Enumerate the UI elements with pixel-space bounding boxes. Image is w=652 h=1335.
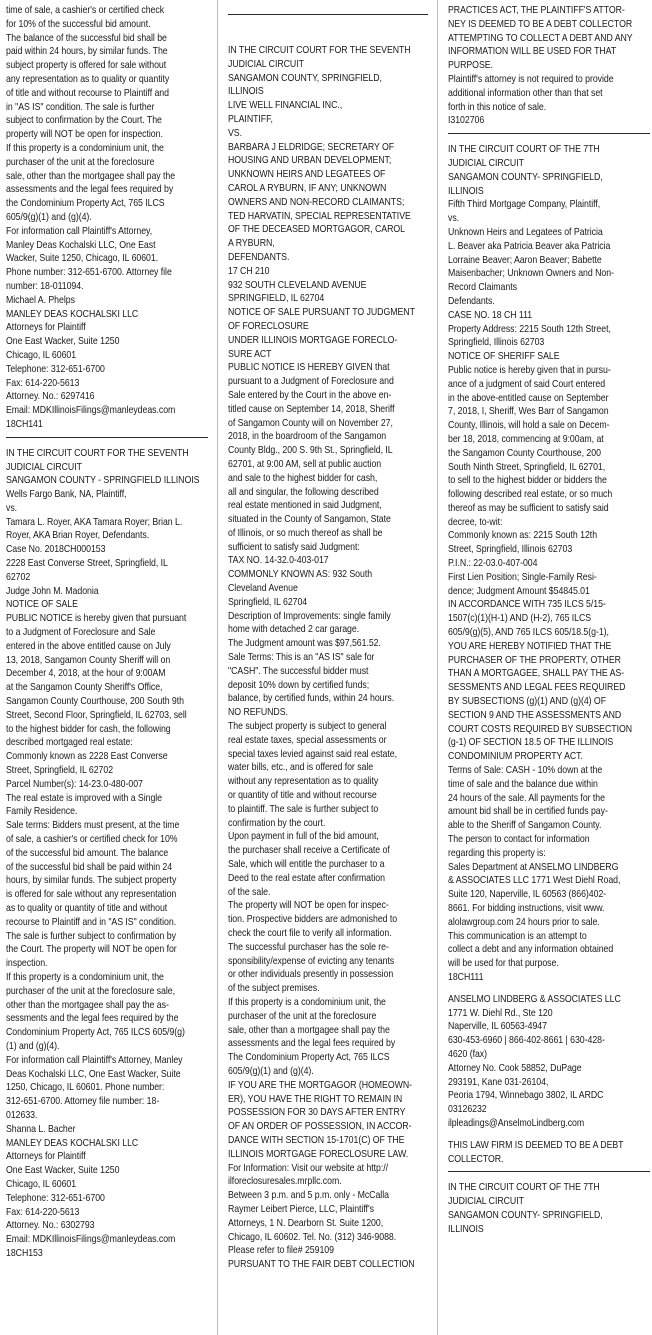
- notice-divider: [448, 1171, 650, 1172]
- notice-wells-fargo-royer: IN THE CIRCUIT COURT FOR THE SEVENTH JUDICIAL CIRCUIT SANGAMON COUNTY - SPRINGFIELD ILLINOIS Wells Fargo Bank, NA, Plaintiff, vs. Tamara L. Royer, AKA Tamara Royer; Brian L. Royer, AKA Brian Royer, Defendants. Case No. 2018CH000153 2228 East Converse Street, Springfield, IL 62702 Judge John M. Madonia NOTICE OF SALE PUBLIC NOTICE is hereby given that pursuant to a Judgment of Foreclosure and Sale entered in the above entitled cause on July 13, 2018, Sangamon County Sheriff will on December 4, 2018, at the hour of 9:00AM at the Sangamon County Sheriff's Office, Sangamon County Courthouse, 200 South 9th Street, Second Floor, Springfield, IL 62703, sell to the highest bidder for cash, the following described mortgaged real estate: Commonly known as 2228 East Converse Street, Springfield, IL 62702 Parcel Number(s): 14-23.0-480-007 The real estate is improved with a Single Family Residence. Sale terms: Bidders must present, at the time of sale, a cashier's or certified check for 10% of the successful bid amount. The balance of the successful bid shall be paid within 24 hours, by similar funds. The subject property is offered for sale without any representation as to quality or quantity of title and without recourse to Plaintiff and in "AS IS" condition. The sale is further subject to confirmation by the Court. The property will NOT be open for inspection. If this property is a condominium unit, the purchaser of the unit at the foreclosure sale, other than the mortgagee shall pay the as- sessments and the legal fees required by the Condominium Property Act, 765 ILCS 605/9(g) (1) and (g)(4). For information call Plaintiff's Attorney, Manley Deas Kochalski LLC, One East Wacker, Suite 1250, Chicago, IL 60601. Phone number: 312-651-6700. Attorney file number: 18- 012633. Shanna L. Bacher MANLEY DEAS KOCHALSKI LLC Attorneys for Plaintiff One East Wacker, Suite 1250 Chicago, IL 60601 Telephone: 312-651-6700 Fax: 614-220-5613 Attorney. No.: 6302793 Email: MDKIllinoisFilings@manleydeas.com 18CH153: [6, 447, 200, 1259]
- notice-divider: [448, 133, 650, 134]
- notice-continued-text: time of sale, a cashier's or certified check for 10% of the successful bid amount. The balance of the successful bid shall be paid within 24 hours, by similar funds. The subject property is offered for sale without any representation as to quality or quantity of title and without recourse to Plaintiff and in "AS IS" condition. The sale is further subject to confirmation by the Court. The property will NOT be open for inspection. If this property is a condominium unit, the purchaser of the unit at the foreclosure sale, other than the mortgagee shall pay the assessments and the legal fees required by the Condominium Property Act, 765 ILCS 605/9(g)(1) and (g)(4). For information call Plaintiff's Attorney, Manley Deas Kochalski LLC, One East Wacker, Suite 1250, Chicago, IL 60601. Phone number: 312-651-6700. Attorney file number: 18-011094. Michael A. Phelps MANLEY DEAS KOCHALSKI LLC Attorneys for Plaintiff One East Wacker, Suite 1250 Chicago, IL 60601 Telephone: 312-651-6700 Fax: 614-220-5613 Attorney. No.: 6297416 Email: MDKIllinoisFilings@manleydeas.com 18CH141: [6, 5, 176, 430]
- notice-fifth-third-beaver: IN THE CIRCUIT COURT OF THE 7TH JUDICIAL CIRCUIT SANGAMON COUNTY- SPRINGFIELD, ILLINOIS Fifth Third Mortgage Company, Plaintiff, vs. Unknown Heirs and Legatees of Patricia L. Beaver aka Patricia Beaver aka Patricia Lorraine Beaver; Aaron Beaver; Babette Maisenbacher; Unknown Owners and Non- Record Claimants Defendants. CASE NO. 18 CH 111 Property Address: 2215 South 12th Street, Springfield, Illinois 62703 NOTICE OF SHERIFF SALE Public notice is hereby given that in pursu- ance of a judgment of said Court entered in the above-entitled cause on September 7, 2018, I, Sheriff, Wes Barr of Sangamon County, Illinois, will hold a sale on Decem- ber 18, 2018, commencing at 9:00am, at the Sangamon County Courthouse, 200 South Ninth Street, Springfield, IL 62701, to sell to the highest bidder or bidders the following described real estate, or so much thereof as may be sufficient to satisfy said decree, to-wit: Commonly known as: 2215 South 12th Street, Springfield, Illinois 62703 P.I.N.: 22-03.0-407-004 First Lien Position; Single-Family Resi- dence; Judgment Amount $54845.01 IN ACCORDANCE WITH 735 ILCS 5/15- 1507(c)(1)(H-1) AND (H-2), 765 ILCS 605/9(g)(5), AND 765 ILCS 605/18.5(g-1), YOU ARE HEREBY NOTIFIED THAT THE PURCHASER OF THE PROPERTY, OTHER THAN A MORTGAGEE, SHALL PAY THE AS- SESSMENTS AND LEGAL FEES REQUIRED BY SUBSECTIONS (g)(1) AND (g)(4) OF SECTION 9 AND THE ASSESSMENTS AND COURT COSTS REQUIRED BY SUBSECTION (g-1) OF SECTION 18.5 OF THE ILLINOIS CONDOMINIUM PROPERTY ACT. Terms of Sale: CASH - 10% down at the time of sale and the balance due within 24 hours of the sale. All payments for the amount bid shall be in certified funds pay- able to the Sheriff of Sangamon County. The person to contact for information regarding this property is: Sales Department at ANSELMO LINDBERG & ASSOCIATES LLC 1771 West Diehl Road, Suite 120, Naperville, IL 60563 (866)402- 8661. For bidding instructions, visit www. alolawgroup.com 24 hours prior to sale. This communication is an attempt to collect a debt and any information obtained will be used for that purpose. 18CH111: [448, 144, 633, 983]
- notice-next-heading: IN THE CIRCUIT COURT OF THE 7TH JUDICIAL CIRCUIT SANGAMON COUNTY- SPRINGFIELD, ILLINOIS: [448, 1182, 603, 1235]
- column-rule: [217, 0, 218, 1335]
- notice-divider: [6, 437, 208, 438]
- paragraph-gap: [448, 985, 650, 993]
- paragraph-gap: [448, 1131, 650, 1139]
- top-spacer: [228, 14, 428, 44]
- notice-continued-text: PRACTICES ACT, THE PLAINTIFF'S ATTOR- NEY IS DEEMED TO BE A DEBT COLLECTOR ATTEMPTING TO COLLECT A DEBT AND ANY INFORMATION WILL BE USED FOR THAT PURPOSE. Plaintiff's attorney is not required to provide additional information other than that set forth in this notice of sale. I3102706: [448, 5, 633, 127]
- column-rule: [437, 0, 438, 1335]
- notice-divider: [228, 14, 428, 15]
- column-right: [448, 0, 650, 1335]
- column-middle: [228, 0, 428, 1335]
- debt-collector-notice: THIS LAW FIRM IS DEEMED TO BE A DEBT COLLECTOR.: [448, 1139, 624, 1165]
- attorney-contact-block: ANSELMO LINDBERG & ASSOCIATES LLC 1771 W. Diehl Rd., Ste 120 Naperville, IL 60563-4947 630-453-6960 | 866-402-8661 | 630-428- 4620 (fax) Attorney No. Cook 58852, DuPage 293191, Kane 031-26104, Peoria 1794, Winnebago 3802, IL ARDC 03126232 ilpleadings@AnselmoLindberg.com: [448, 993, 621, 1129]
- column-left: [6, 0, 208, 1335]
- notice-live-well-eldridge: IN THE CIRCUIT COURT FOR THE SEVENTH JUDICIAL CIRCUIT SANGAMON COUNTY, SPRINGFIELD, ILLINOIS LIVE WELL FINANCIAL INC., PLAINTIFF, VS. BARBARA J ELDRIDGE; SECRETARY OF HOUSING AND URBAN DEVELOPMENT; UNKNOWN HEIRS AND LEGATEES OF CAROL A RYBURN, IF ANY; UNKNOWN OWNERS AND NON-RECORD CLAIMANTS; TED HARVATIN, SPECIAL REPRESENTATIVE OF THE DECEASED MORTGAGOR, CAROL A RYBURN, DEFENDANTS. 17 CH 210 932 SOUTH CLEVELAND AVENUE SPRINGFIELD, IL 62704 NOTICE OF SALE PURSUANT TO JUDGMENT OF FORECLOSURE UNDER ILLINOIS MORTGAGE FORECLO- SURE ACT PUBLIC NOTICE IS HEREBY GIVEN that pursuant to a Judgment of Foreclosure and Sale entered by the Court in the above en- titled cause on September 14, 2018, Sheriff of Sangamon County will on November 27, 2018, in the boardroom of the Sangamon County Bldg., 200 S. 9th St., Springfield, IL 62701, at 9:00 AM, sell at public auction and sale to the highest bidder for cash, all and singular, the following described real estate mentioned in said Judgment, situated in the County of Sangamon, State of Illinois, or so much thereof as shall be sufficient to satisfy said Judgment: TAX NO. 14-32.0-403-017 COMMONLY KNOWN AS: 932 South Cleveland Avenue Springfield, IL 62704 Description of Improvements: single family home with detached 2 car garage. The Judgment amount was $97,561.52. Sale Terms: This is an "AS IS" sale for "CASH". The successful bidder must deposit 10% down by certified funds; balance, by certified funds, within 24 hours. NO REFUNDS. The subject property is subject to general real estate taxes, special assessments or special taxes levied against said real estate, water bills, etc., and is offered for sale without any representation as to quality or quantity of title and without recourse to plaintiff. The sale is further subject to confirmation by the court. Upon payment in full of the bid amount, the purchaser shall receive a Certificate of Sale, which will entitle the purchaser to a Deed to the real estate after confirmation of the sale. The property will NOT be open for inspec- tion. Prospective bidders are admonished to check the court file to verify all information. The successful purchaser has the sole re- sponsibility/expense of evicting any tenants or other individuals presently in possession of the subject premises. If this property is a condominium unit, the purchaser of the unit at the foreclosure sale, other than a mortgagee shall pay the assessments and the legal fees required by The Condominium Property Act, 765 ILCS 605/9(g)(1) and (g)(4). IF YOU ARE THE MORTGAGOR (HOMEOWN- ER), YOU HAVE THE RIGHT TO REMAIN IN POSSESSION FOR 30 DAYS AFTER ENTRY OF AN ORDER OF POSSESSION, IN ACCOR- DANCE WITH SECTION 15-1701(C) OF THE ILLINOIS MORTGAGE FORECLOSURE LAW. For Information: Visit our website at http:// ilforeclosuresales.mrpllc.com. Between 3 p.m. and 5 p.m. only - McCalla Raymer Leibert Pierce, LLC, Plaintiff's Attorneys, 1 N. Dearborn St. Suite 1200, Chicago, IL 60602. Tel. No. (312) 346-9088. Please refer to file# 259109 PURSUANT TO THE FAIR DEBT COLLECTION: [228, 45, 415, 1271]
